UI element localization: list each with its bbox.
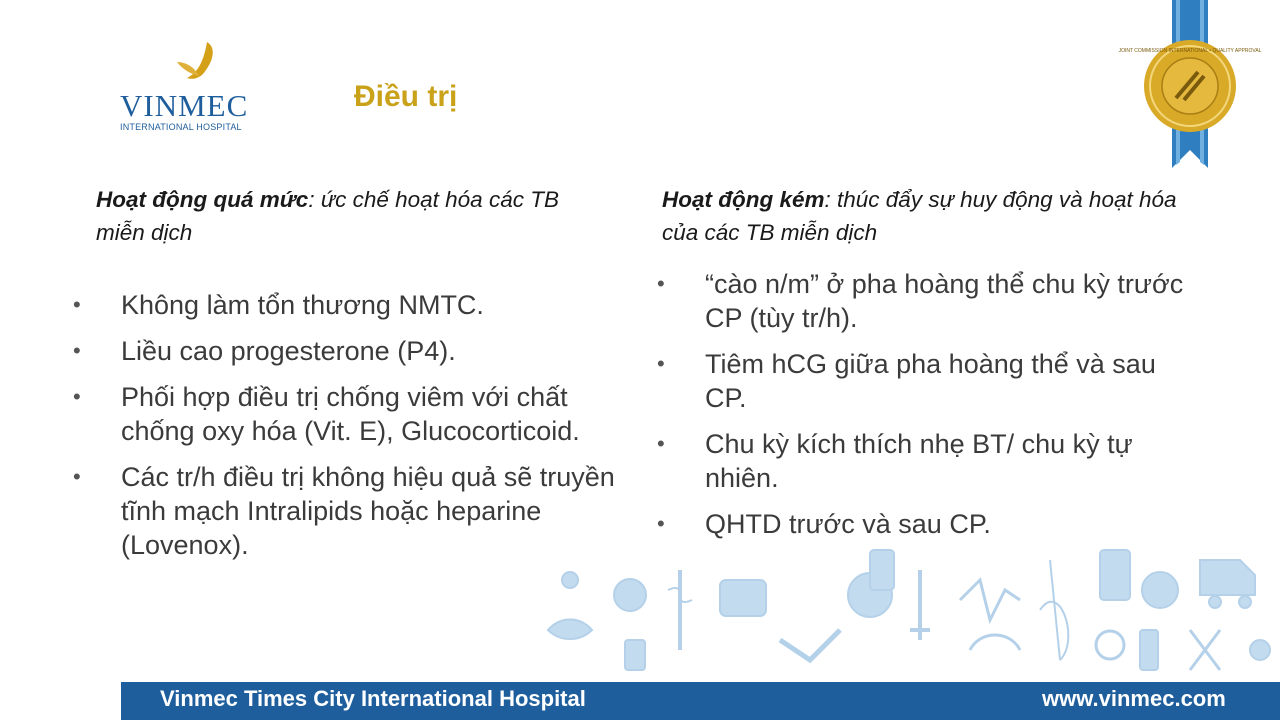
vinmec-bird-icon	[173, 40, 233, 88]
list-item	[73, 288, 628, 322]
list-item-text: Phối hợp điều trị chống viêm với chất chống oxy hóa (Vit. E), Glucocorticoid.	[121, 382, 580, 446]
bullet-icon: •	[73, 384, 81, 409]
list-item	[657, 427, 1202, 495]
list-item	[73, 380, 628, 448]
bullet-icon: •	[73, 338, 81, 363]
left-heading-rest: : ức chế hoạt hóa các TB miễn dịch	[96, 187, 559, 245]
bullet-icon: •	[657, 511, 665, 536]
list-item-text: Không làm tổn thương NMTC.	[121, 290, 484, 320]
footer-hospital-name: Vinmec Times City International Hospital	[160, 686, 586, 711]
list-item	[657, 267, 1202, 335]
bullet-icon: •	[73, 464, 81, 489]
bullet-icon: •	[73, 292, 81, 317]
medical-icons-pattern	[540, 520, 1280, 682]
list-item	[657, 347, 1202, 415]
bullet-icon: •	[657, 271, 665, 296]
list-item-text: “cào n/m” ở pha hoàng thể chu kỳ trước CP (tùy tr/h).	[705, 269, 1184, 333]
bullet-icon: •	[657, 351, 665, 376]
jci-seal-icon	[1118, 38, 1262, 134]
slide-title: Điều trị	[354, 80, 458, 113]
logo-wordmark: VINMEC	[120, 88, 249, 123]
left-column-heading	[96, 183, 596, 249]
left-heading-bold: Hoạt động quá mức	[96, 187, 309, 212]
right-bullet-list	[657, 267, 1202, 553]
footer-website-link[interactable]: www.vinmec.com	[1042, 686, 1226, 711]
list-item-text: Các tr/h điều trị không hiệu quả sẽ truyền tĩnh mạch Intralipids hoặc heparine (Lovenox).	[121, 462, 615, 560]
right-heading-rest: : thúc đẩy sự huy động và hoạt hóa của các TB miễn dịch	[662, 187, 1177, 245]
list-item-text: Tiêm hCG giữa pha hoàng thể và sau CP.	[705, 349, 1156, 413]
list-item	[73, 334, 628, 368]
bullet-icon: •	[657, 431, 665, 456]
seal-ring-text: JOINT COMMISSION INTERNATIONAL • QUALITY APPROVAL	[1118, 48, 1262, 54]
right-heading-bold: Hoạt động kém	[662, 187, 825, 212]
list-item-text: Chu kỳ kích thích nhẹ BT/ chu kỳ tự nhiên.	[705, 429, 1133, 493]
list-item-text: QHTD trước và sau CP.	[705, 509, 991, 539]
right-column-heading	[662, 183, 1202, 249]
vinmec-logo	[118, 40, 278, 135]
list-item-text: Liều cao progesterone (P4).	[121, 336, 456, 366]
logo-subtitle: INTERNATIONAL HOSPITAL	[120, 122, 242, 132]
